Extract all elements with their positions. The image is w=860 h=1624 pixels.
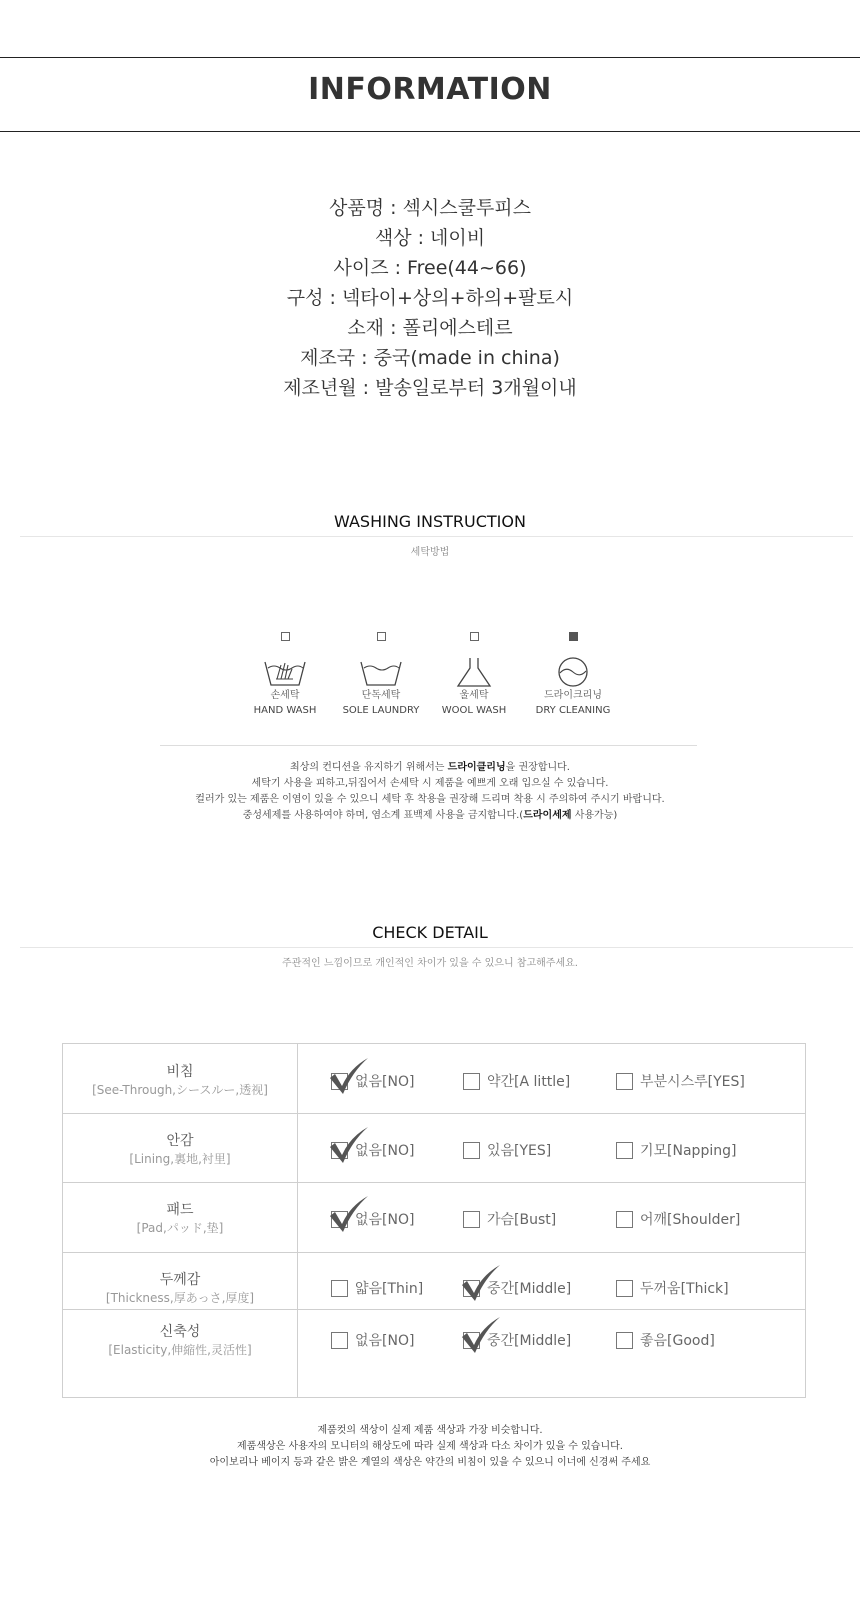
check-option[interactable] (331, 1071, 414, 1091)
washing-subtitle: 세탁방법 (410, 547, 450, 558)
check-option[interactable] (463, 1140, 551, 1160)
spec-size: 사이즈 : Free(44~66) (333, 257, 527, 279)
check-row-label (63, 1132, 297, 1167)
wash-checkbox-selected (569, 632, 578, 641)
wash-label-en: HAND WASH (253, 705, 317, 716)
washing-note-4: 중성세제를 사용하여야 하며, 염소계 표백제 사용을 금지합니다.(드라이세제 사용가능) (242, 810, 618, 821)
washing-note-1: 최상의 컨디션을 유지하기 위해서는 드라이클리닝을 권장합니다. (290, 762, 570, 773)
check-row-title: 비침 (166, 1064, 194, 1080)
footer-note-3: 아이보리나 베이지 등과 같은 밝은 계열의 색상은 약간의 비침이 있을 수 있으니 이너에 신경써 주세요 (209, 1457, 651, 1468)
washing-title: WASHING INSTRUCTION (334, 512, 526, 531)
option-checkbox[interactable] (616, 1211, 633, 1228)
washing-note-2: 세탁기 사용을 피하고,뒤집어서 손세탁 시 제품을 예쁘게 오래 입으실 수 있습니다. (251, 778, 609, 789)
checkmark-icon (326, 1194, 370, 1234)
check-row-title: 안감 (166, 1133, 194, 1149)
option-label: 있음[YES] (487, 1143, 552, 1159)
table-row-line (63, 1182, 805, 1183)
dry-clean-icon (550, 657, 596, 687)
check-row-subtitle: [See-Through,シースルー,透视] (92, 1083, 268, 1097)
option-label: 없음[NO] (355, 1074, 415, 1090)
wash-label-en: SOLE LAUNDRY (342, 705, 420, 716)
option-checkbox[interactable] (331, 1332, 348, 1349)
checkmark-icon (326, 1125, 370, 1165)
table-row-line (63, 1252, 805, 1253)
washing-divider (160, 745, 697, 746)
wash-method-wool (424, 632, 524, 718)
footer-note-1: 제품컷의 색상이 실제 제품 색상과 가장 비슷합니다. (317, 1425, 543, 1436)
washing-notes (0, 760, 860, 824)
wash-label-ko: 단독세탁 (361, 690, 401, 701)
washing-title-rule (20, 536, 853, 537)
check-row-subtitle: [Elasticity,伸縮性,灵活性] (108, 1343, 252, 1357)
option-checkbox[interactable] (331, 1073, 348, 1090)
spec-origin: 제조국 : 중국(made in china) (300, 347, 560, 369)
option-checkbox[interactable] (616, 1332, 633, 1349)
checkmark-icon (458, 1263, 502, 1303)
option-checkbox[interactable] (331, 1142, 348, 1159)
option-label: 가슴[Bust] (487, 1212, 557, 1228)
table-row-line (63, 1113, 805, 1114)
check-option[interactable] (463, 1071, 570, 1091)
option-checkbox[interactable] (616, 1073, 633, 1090)
spec-composition: 구성 : 넥타이+상의+하의+팔토시 (286, 287, 574, 309)
option-checkbox[interactable] (331, 1280, 348, 1297)
option-label: 두꺼움[Thick] (640, 1281, 729, 1297)
check-option[interactable] (331, 1278, 423, 1298)
wash-method-dry (523, 632, 623, 718)
spec-manufacture-date: 제조년월 : 발송일로부터 3개월이내 (283, 377, 577, 399)
check-option[interactable] (463, 1278, 571, 1298)
option-label: 중간[Middle] (487, 1333, 572, 1349)
option-label: 약간[A little] (487, 1074, 571, 1090)
hand-wash-icon (262, 657, 308, 687)
option-label: 좋음[Good] (640, 1333, 715, 1349)
check-row-title: 신축성 (159, 1324, 201, 1340)
flask-icon (451, 657, 497, 687)
check-row-label (63, 1063, 297, 1098)
option-label: 기모[Napping] (640, 1143, 737, 1159)
check-option[interactable] (463, 1209, 556, 1229)
check-row-label (63, 1201, 297, 1236)
check-option[interactable] (616, 1278, 729, 1298)
check-detail-table (62, 1043, 806, 1398)
wash-checkbox (470, 632, 479, 641)
option-label: 없음[NO] (355, 1212, 415, 1228)
wash-checkbox (281, 632, 290, 641)
check-option[interactable] (331, 1209, 414, 1229)
wash-method-sole (331, 632, 431, 718)
check-subtitle: 주관적인 느낌이므로 개인적인 차이가 있을 수 있으니 참고해주세요. (282, 958, 578, 969)
header-bottom-rule (0, 131, 860, 132)
wash-label-ko: 울세탁 (459, 690, 489, 701)
check-row-title: 패드 (166, 1202, 194, 1218)
check-row-subtitle: [Pad,パッド,垫] (136, 1221, 224, 1235)
option-checkbox[interactable] (616, 1280, 633, 1297)
check-option[interactable] (616, 1140, 736, 1160)
option-checkbox[interactable] (463, 1211, 480, 1228)
washing-note-3: 컬러가 있는 제품은 이염이 있을 수 있으니 세탁 후 착용을 권장해 드리며 착용 시 주의하여 주시기 바랍니다. (195, 794, 665, 805)
table-column-separator (297, 1044, 298, 1397)
option-checkbox[interactable] (331, 1211, 348, 1228)
option-checkbox[interactable] (463, 1280, 480, 1297)
wash-label-en: WOOL WASH (441, 705, 507, 716)
wash-label-en: DRY CLEANING (535, 705, 611, 716)
check-row-title: 두께감 (159, 1272, 201, 1288)
check-row-label (63, 1271, 297, 1306)
spec-product-name: 상품명 : 섹시스쿨투피스 (328, 197, 532, 219)
wash-checkbox (377, 632, 386, 641)
basin-icon (358, 657, 404, 687)
wash-label-ko: 드라이크리닝 (544, 690, 602, 701)
check-option[interactable] (616, 1071, 745, 1091)
check-option[interactable] (331, 1330, 414, 1350)
wash-method-hand (235, 632, 335, 718)
option-label: 없음[NO] (355, 1333, 415, 1349)
check-row-label (63, 1323, 297, 1358)
option-label: 없음[NO] (355, 1143, 415, 1159)
checkmark-icon (458, 1315, 502, 1355)
option-label: 중간[Middle] (487, 1281, 572, 1297)
table-row-line (63, 1309, 805, 1310)
spec-color: 색상 : 네이비 (374, 227, 486, 249)
top-rule (0, 57, 860, 58)
spec-material: 소재 : 폴리에스테르 (347, 317, 513, 339)
check-option[interactable] (616, 1209, 740, 1229)
checkmark-icon (326, 1056, 370, 1096)
option-label: 부분시스루[YES] (640, 1074, 745, 1090)
option-label: 어깨[Shoulder] (640, 1212, 741, 1228)
wash-label-ko: 손세탁 (270, 690, 300, 701)
option-label: 얇음[Thin] (355, 1281, 424, 1297)
check-row-subtitle: [Thickness,厚あっさ,厚度] (105, 1291, 255, 1305)
option-checkbox[interactable] (616, 1142, 633, 1159)
check-option[interactable] (463, 1330, 571, 1350)
footer-note-2: 제품색상은 사용자의 모니터의 해상도에 따라 실제 색상과 다소 차이가 있을 수 있습니다. (237, 1441, 623, 1452)
info-title: INFORMATION (308, 72, 552, 107)
check-option[interactable] (331, 1140, 414, 1160)
option-checkbox[interactable] (463, 1332, 480, 1349)
check-row-subtitle: [Lining,裏地,衬里] (129, 1152, 231, 1166)
option-checkbox[interactable] (463, 1142, 480, 1159)
check-option[interactable] (616, 1330, 715, 1350)
footer-notes (0, 1423, 860, 1471)
option-checkbox[interactable] (463, 1073, 480, 1090)
check-title: CHECK DETAIL (372, 923, 488, 942)
check-title-rule (20, 947, 853, 948)
product-spec-list (0, 193, 860, 403)
